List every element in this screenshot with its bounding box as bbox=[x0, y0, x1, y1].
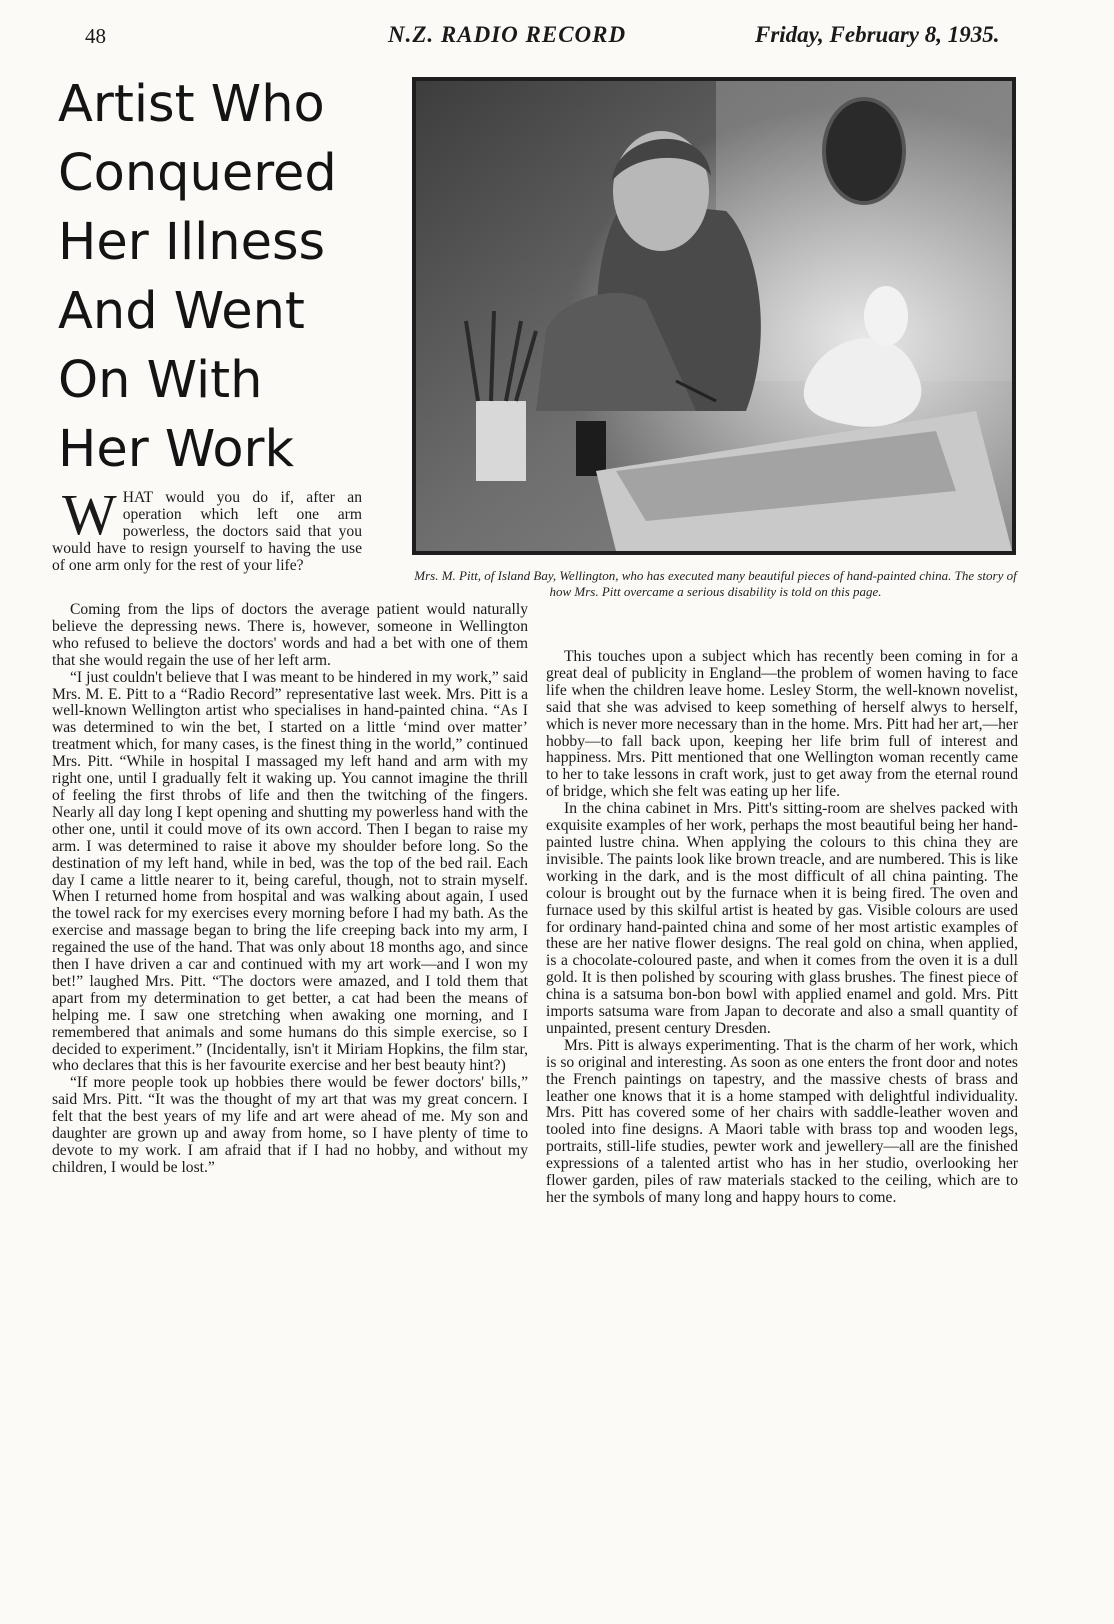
page-header bbox=[0, 22, 1114, 56]
headline-line: Her Work bbox=[58, 420, 295, 479]
drop-cap: W bbox=[62, 482, 117, 547]
photo-of-artist-painting-china-icon bbox=[416, 81, 1012, 551]
photo-caption: Mrs. M. Pitt, of Island Bay, Wellington, who has executed many beautiful pieces of hand-painted china. The story of how Mrs. Pitt overcame a serious disability is told on this page. bbox=[414, 568, 1017, 599]
publication-title: N.Z. RADIO RECORD bbox=[388, 22, 627, 47]
article-photo bbox=[412, 77, 1016, 555]
paragraph: In the china cabinet in Mrs. Pitt's sitting-room are shelves packed with exquisite examples of her work, perhaps the most beautiful being her hand-painted lustre china. When applying the colours to this china they are invisible. The paints look like brown treacle, and are numbered. This is like working in the dark, and is the most difficult of all china painting. The colour is brought out by the furnace when it is being fired. The oven and furnace used by this skilful artist is heated by gas. Visible colours are used for ordinary hand-painted china and some of her most artistic examples of these are her native flower designs. The real gold on china, when applied, is a chocolate-coloured paste, and when it comes from the oven it is a dull gold. It is then polished by scouring with glass brushes. The finest piece of china is a satsuma bon-bon bowl with applied enamel and gold. Mrs. Pitt imports satsuma ware from Japan to decorate and also a small quantity of unpainted, present century Dresden. bbox=[546, 800, 1018, 1037]
headline-line: Conquered bbox=[58, 144, 337, 203]
article-column-left bbox=[52, 602, 528, 1177]
headline-line: Artist Who bbox=[58, 75, 325, 134]
paragraph: “I just couldn't believe that I was meant to be hindered in my work,” said Mrs. M. E. Pitt to a “Radio Record” representative last week. Mrs. Pitt is a well-known Wellington artist who specialises in hand-painted china. “As I was determined to win the bet, I started on a little ‘mind over matter’ treatment which, for many cases, is the finest thing in the world,” continued Mrs. Pitt. “While in hospital I massaged my left hand and arm with my right one, until I gradually felt it waking up. You cannot imagine the thrill of feeling the first throbs of life and then the twitching of the fingers. Nearly all day long I kept opening and shutting my powerless hand with the other one, until it could move of its own accord. Then I began to raise my arm. I was determined to raise it above my shoulder before long. So the destination of my left hand, while in bed, was the top of the bed rail. Each day I came a little nearer to it, being careful, though, not to strain myself. When I returned home from hospital and was walking about again, I used the towel rack for my exercises every morning before I had my bath. As the exercise and massage began to bring the life creeping back into my arm, I regained the use of the hand. That was only about 18 months ago, and since then I have driven a car and continued with my art work—and I won my bet!” laughed Mrs. Pitt. “The doctors were amazed, and I told them that apart from my determination to get better, a cat had been the means of helping me. I saw one stretching when awaking one morning, and I remembered that animals and some humans do this simple exercise, so I decided to experiment.” (Incidentally, isn't it Miriam Hopkins, the film star, who declares that this is her favourite exercise and her best beauty hint?) bbox=[52, 668, 528, 1075]
headline-line: Her Illness bbox=[58, 213, 326, 272]
paragraph: This touches upon a subject which has recently been coming in for a great deal of publicity in England—the problem of women having to face life when the children leave home. Lesley Storm, the well-known novelist, said that she was advised to keep something of herself alwys to herself, which is never more necessary than in the home. Mrs. Pitt had her art,—her hobby—to fall back upon, keeping her life brim full of interest and happiness. Mrs. Pitt mentioned that one Wellington woman recently came to her to take lessons in craft work, just to get away from the eternal round of bridge, which she felt was eating up her life. bbox=[546, 648, 1019, 801]
headline-line: On With bbox=[58, 351, 263, 410]
paragraph: Coming from the lips of doctors the average patient would naturally believe the depressing news. There is, however, someone in Wellington who refused to believe the doctors' words and had a bet with one of them that she would regain the use of her left arm. bbox=[52, 601, 528, 669]
headline-line: And Went bbox=[58, 282, 305, 341]
page-number: 48 bbox=[85, 24, 106, 48]
article-column-right bbox=[546, 649, 1018, 1207]
issue-date: Friday, February 8, 1935. bbox=[755, 22, 1000, 47]
article-intro bbox=[52, 482, 362, 575]
intro-text: HAT would you do if, after an operation which left one arm powerless, the doctors said that you would have to resign yourself to having the use of one arm only for the rest of your life? bbox=[52, 489, 362, 574]
paragraph: “If more people took up hobbies there would be fewer doctors' bills,” said Mrs. Pitt. “It was the thought of my art that was my great concern. I felt that the best years of my life and art were ahead of me. My son and daughter are grown up and away from home, so I have plenty of time to devote to my work. I am afraid that if I had no hobby, and without my children, I would be lost.” bbox=[52, 1074, 528, 1176]
article-headline bbox=[58, 70, 378, 484]
paragraph: Mrs. Pitt is always experimenting. That is the charm of her work, which is so original and interesting. As soon as one enters the front door and notes the French paintings on tapestry, and the massive chests of brass and leather one knows that it is a home stamped with delightful individuality. Mrs. Pitt has covered some of her chairs with saddle-leather woven and tooled into fine designs. A Maori table with brass top and wooden legs, portraits, still-life studies, pewter work and jewellery—all are the finished expressions of a talented artist who has in her studio, overlooking her flower garden, piles of raw materials stacked to the ceiling, which are to her the symbols of many long and happy hours to come. bbox=[546, 1036, 1018, 1206]
